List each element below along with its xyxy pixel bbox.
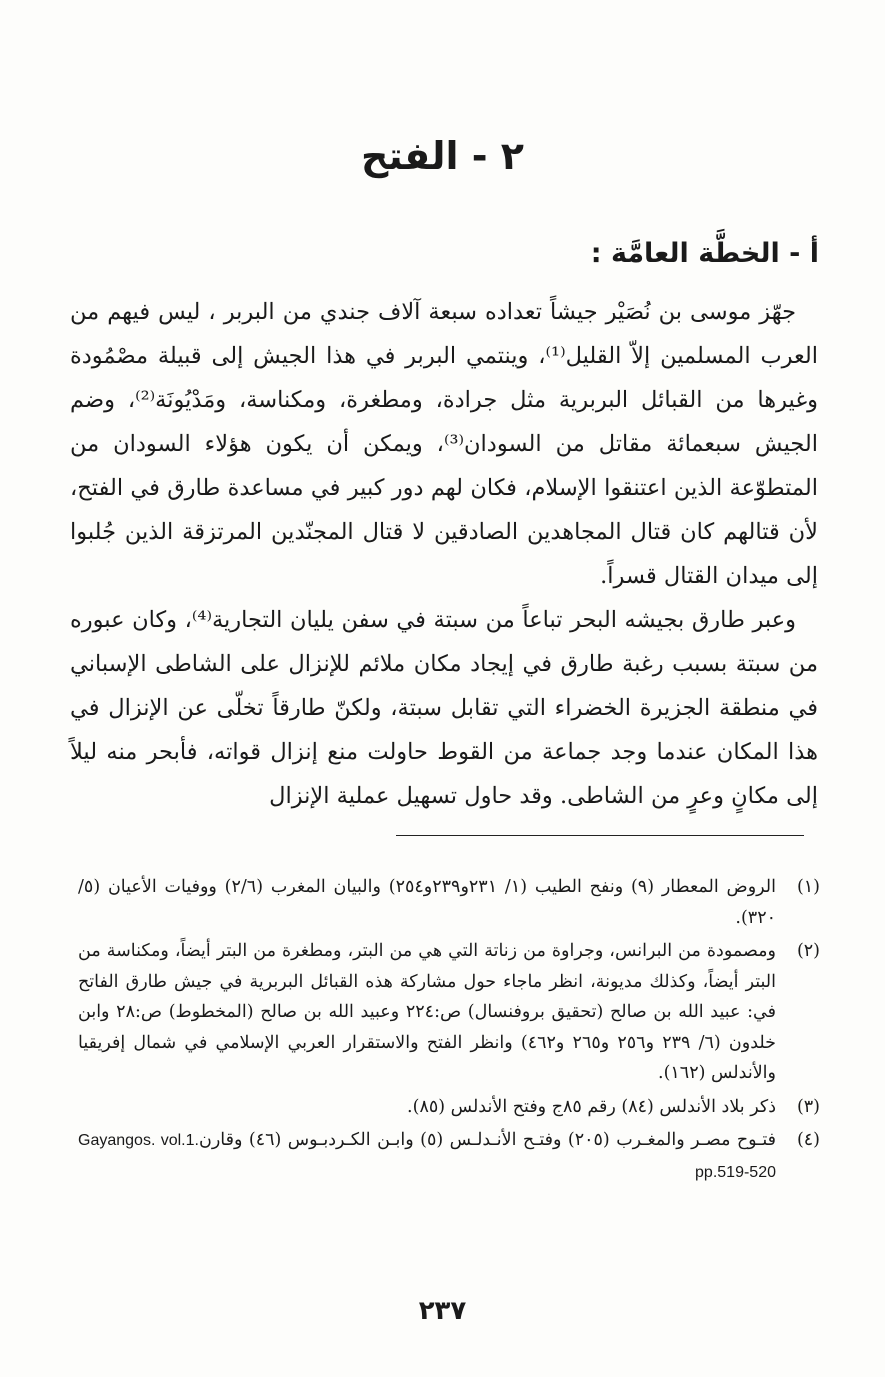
section-heading: أ - الخطَّة العامَّة :	[590, 238, 819, 269]
footnote-text: ذكر بلاد الأندلس (٨٤) رقم ٨٥ج وفتح الأندلس (٨٥).	[407, 1096, 776, 1117]
footnote	[78, 936, 820, 1089]
paragraph: جهّز موسى بن نُصَيْر جيشاً تعداده سبعة آلاف جندي من البربر ، ليس فيهم من العرب المسلمين إلاّ القليل⁽¹⁾، وينتمي البربر في هذا الجيش إلى قبيلة مصْمُودة وغيرها من القبائل البربرية مثل جرادة، ومطغرة، ومكناسة، ومَدْيُونَة⁽²⁾، وضم الجيش سبعمائة مقاتل من السودان⁽³⁾، ويمكن أن يكون هؤلاء السودان من المتطوّعة الذين اعتنقوا الإسلام، فكان لهم دور كبير في مساعدة طارق في الفتح، لأن قتالهم كان قتال المجاهدين الصادقين لا قتال المجنّدين المرتزقة الذين جُلبوا إلى ميدان القتال قسراً.	[70, 299, 819, 589]
footnotes	[78, 872, 820, 1191]
footnote-number: (٤)	[796, 1130, 820, 1150]
chapter-title: ٢ - الفتح	[361, 134, 524, 178]
footnote	[78, 872, 820, 933]
footnote-text	[78, 1125, 776, 1188]
footnote-text: الروض المعطار (٩) ونفح الطيب (١/ ٢٣١و٢٣٩و٢٥٤) والبيان المغرب (٢/٦) ووفيات الأعيان (٥/ ٣٢٠).	[78, 877, 777, 928]
footnote-number: (٢)	[796, 941, 820, 961]
paragraph: وعبر طارق بجيشه البحر تباعاً من سبتة في سفن يليان التجارية⁽⁴⁾، وكان عبوره من سبتة بسبب رغبة طارق في إيجاد مكان ملائم للإنزال على الشاطى الإسباني في منطقة الجزيرة الخضراء التي تقابل سبتة، ولكنّ طارقاً تخلّى عن الإنزال في هذا المكان عندما وجد جماعة من القوط حاولت منع إنزال قواته، فأبحر منه ليلاً إلى مكانٍ وعرٍ من الشاطى. وقد حاول تسهيل عملية الإنزال	[70, 607, 818, 809]
footnote-text-arabic: فتـوح مصـر والمغـرب (٢٠٥) وفتـح الأنـدلـس (٥) وابـن الكـردبـوس (٤٦) وقارن	[198, 1130, 777, 1150]
footnote-citation-latin: Gayangos. vol.1. pp.519-520	[78, 1132, 776, 1181]
page-number: ٢٣٧	[418, 1296, 467, 1326]
footnote-divider	[396, 835, 804, 836]
footnote	[78, 1092, 820, 1123]
footnote	[78, 1125, 820, 1188]
body-text	[70, 290, 818, 818]
footnote-text: ومصمودة من البرانس، وجراوة من زناتة التي هي من البتر، ومطغرة من البتر أيضاً، ومكناسة من البتر أيضاً، وكذلك مديونة، انظر ماجاء حول مشاركة هذه القبائل البربرية في جيش طارق الفاتح في: عبيد الله بن صالح (تحقيق بروفنسال) ص:٢٢٤ وعبيد الله بن صالح (المخطوط) ص:٢٨ وابن خلدون (٦/ ٢٣٩ و٢٥٦ و٢٦٥ و٤٦٢) وانظر الفتح والاستقرار العربي الإسلامي في شمال إفريقيا والأندلس (١٦٢).	[78, 941, 777, 1083]
footnote-number: (٣)	[796, 1096, 820, 1117]
footnote-number: (١)	[796, 877, 820, 897]
